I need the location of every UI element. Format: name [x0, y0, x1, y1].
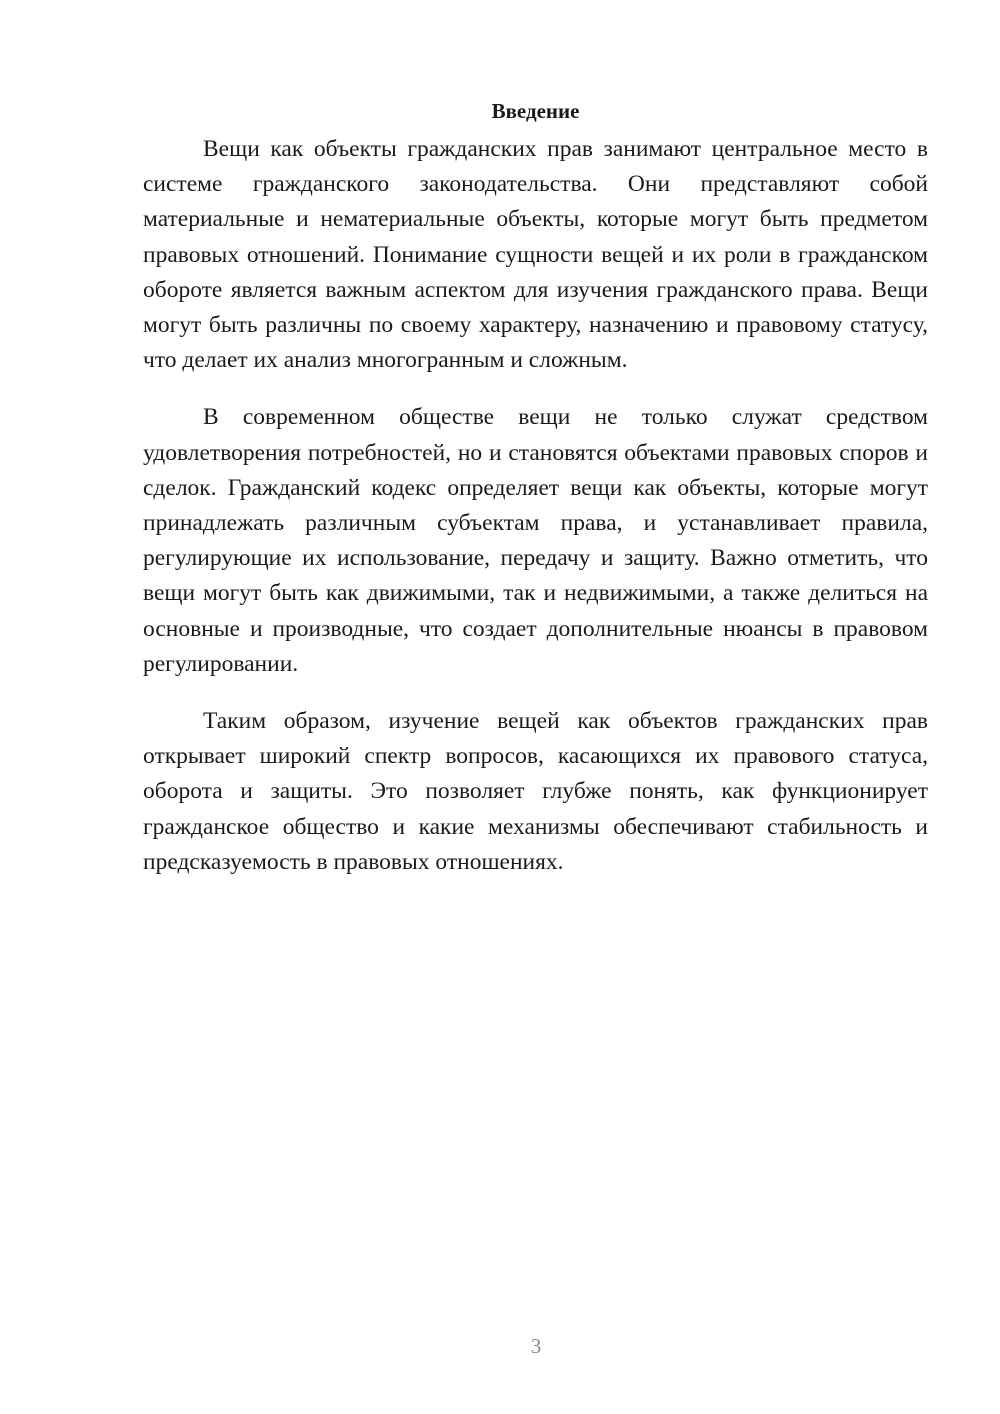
section-heading: Введение — [491, 99, 580, 123]
paragraph-3: Таким образом, изучение вещей как объектов гражданских прав открывает широкий спектр вопросов, касающихся их правового статуса, оборота и защиты. Это позволяет глубже понять, как функционирует гражданское общество и какие механизмы обеспечивают стабильность и предсказуемость в правовых отношениях. — [143, 708, 928, 875]
paragraph-2: В современном обществе вещи не только служат средством удовлетворения потребностей, но и становятся объектами правовых споров и сделок. Гражданский кодекс определяет вещи как объекты, которые могут принадлежать различным субъектам права, и устанавливает правила, регулирующие их использование, передачу и защиту. Важно отметить, что вещи могут быть как движимыми, так и недвижимыми, а также делиться на основные и производные, что создает дополнительные нюансы в правовом регулировании. — [143, 404, 928, 677]
page-number: 3 — [530, 1334, 542, 1358]
page-content — [143, 96, 928, 902]
paragraph-1: Вещи как объекты гражданских прав занимают центральное место в системе гражданского законодательства. Они представляют собой материальные и нематериальные объекты, которые могут быть предметом правовых отношений. Понимание сущности вещей и их роли в гражданском обороте является важным аспектом для изучения гражданского права. Вещи могут быть различны по своему характеру, назначению и правовому статусу, что делает их анализ многогранным и сложным. — [143, 136, 928, 374]
